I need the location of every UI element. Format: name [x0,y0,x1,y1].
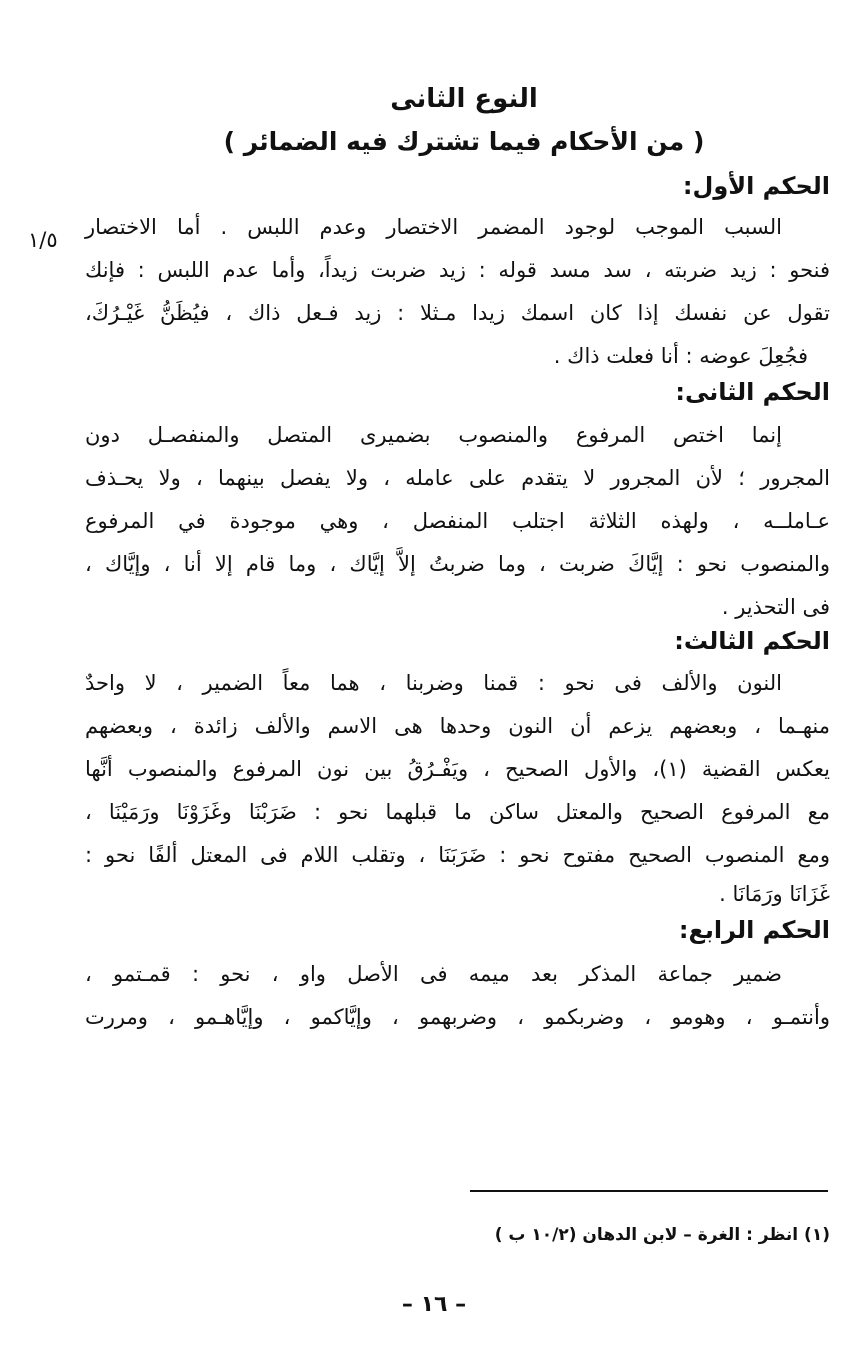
footnote: (١) انظر : الغرة – لابن الدهان (١٠/٢ ب ) [494,1225,830,1245]
text-line: ضمير جماعة المذكر بعد ميمه فى الأصل واو ، نحو : قمـتمو ، [85,962,782,986]
section-heading-1: الحكم الأول: [682,172,830,200]
footnote-divider [470,1190,828,1192]
text-line: عـاملــه ، ولهذه الثلاثة اجتلب المنفصل ، وهي موجودة في المرفوع [85,509,830,533]
text-line: تقول عن نفسك إذا كان اسمك زيدا مـثلا : زيد فـعل ذاك ، فيُظَنُّ غَيْـرُكَ، [85,301,830,325]
text-line: النون والألف فى نحو : قمنا وضربنا ، هما معاً الضمير ، لا واحدٌ [85,671,782,695]
margin-folio-note: ١/٥ [28,228,58,252]
text-line: يعكس القضية (١)، والأول الصحيح ، ويَفْـرُقُ بين نون المرفوع والمنصوب أنَّها [85,757,830,781]
section-heading-2: الحكم الثانى: [675,378,830,406]
text-line: السبب الموجب لوجود المضمر الاختصار وعدم اللبس . أما الاختصار [85,215,782,239]
text-line: ومع المنصوب الصحيح مفتوح نحو : ضَرَبَنَا ، وتقلب اللام فى المعتل ألفًا نحو : [85,843,830,867]
text-line: وأنتمـو ، وهومو ، وضربكمو ، وضربهمو ، وإيَّاكمو ، وإيَّاهـمو ، ومررت [85,1005,830,1029]
text-line: مع المرفوع الصحيح والمعتل ساكن ما قبلهما نحو : ضَرَبْنَا وغَزَوْنَا ورَمَيْنَا ، [85,800,830,824]
page-number: – ١٦ – [401,1292,467,1317]
text-line: فجُعِلَ عوضه : أنا فعلت ذاك . [553,344,808,368]
text-line: غَزَانَا ورَمَانَا . [719,882,830,906]
text-line: المجرور ؛ لأن المجرور لا يتقدم على عامله ، ولا يفصل بينهما ، ولا يحـذف [85,466,830,490]
text-line: منهـما ، وبعضهم يزعم أن النون وحدها هى الاسم والألف زائدة ، وبعضهم [85,714,830,738]
text-line: فى التحذير . [721,595,830,619]
section-heading-3: الحكم الثالث: [674,627,830,655]
text-line: إنما اختص المرفوع والمنصوب بضميرى المتصل والمنفصـل دون [85,423,782,447]
chapter-title: النوع الثانى [390,84,538,114]
section-heading-4: الحكم الرابع: [678,916,830,944]
text-line: فنحو : زيد ضربته ، سد مسد قوله : زيد ضربت زيداً، وأما عدم اللبس : فإنك [85,258,830,282]
chapter-subtitle: ( من الأحكام فيما تشترك فيه الضمائر ) [223,127,705,156]
text-line: والمنصوب نحو : إيَّاكَ ضربت ، وما ضربتُ إلاَّ إيَّاك ، وما قام إلا أنا ، وإيَّاك ، [85,552,830,576]
